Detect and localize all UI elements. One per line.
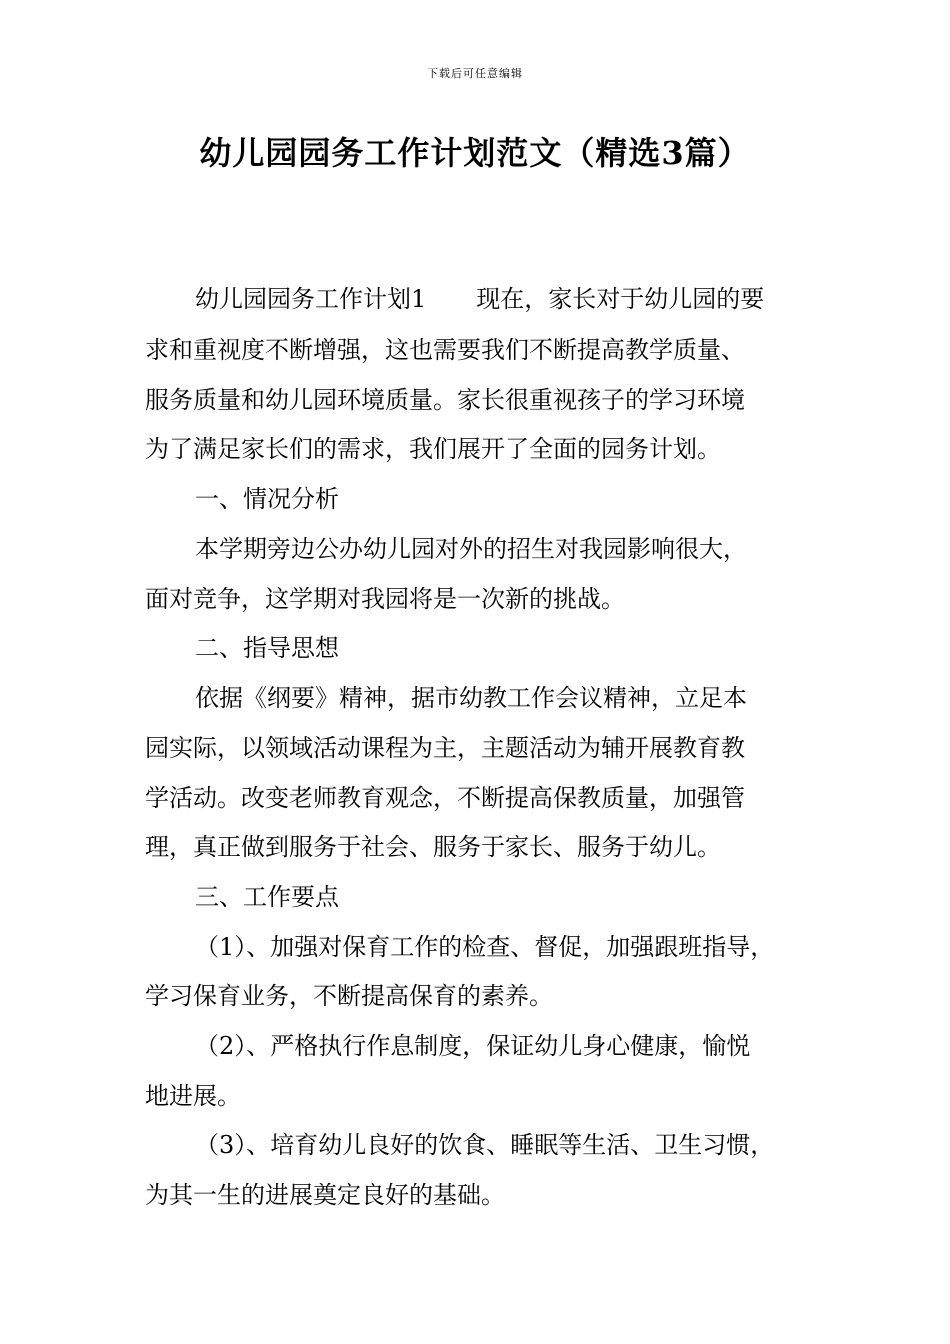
- list-item-3: （3）、培育幼儿良好的饮食、睡眠等生活、卫生习惯，: [195, 1131, 775, 1159]
- paragraph-line: 理，真正做到服务于社会、服务于家长、服务于幼儿。: [145, 833, 721, 861]
- list-item-1: （1）、加强对保育工作的检查、督促，加强跟班指导，: [195, 933, 775, 961]
- paragraph-line: 为了满足家长们的需求，我们展开了全面的园务计划。: [145, 435, 721, 463]
- section-heading-analysis: 一、情况分析: [195, 485, 339, 513]
- paragraph-line: 为其一生的进展奠定良好的基础。: [145, 1181, 505, 1209]
- paragraph-line: 服务质量和幼儿园环境质量。家长很重视孩子的学习环境: [145, 386, 745, 414]
- document-title: 幼儿园园务工作计划范文（精选3篇）: [199, 134, 751, 172]
- paragraph-line: 面对竞争，这学期对我园将是一次新的挑战。: [145, 585, 625, 613]
- paragraph-line: 学活动。改变老师教育观念，不断提高保教质量，加强管: [145, 784, 745, 812]
- paragraph-line: 求和重视度不断增强，这也需要我们不断提高教学质量、: [145, 336, 745, 364]
- section-heading-key-points: 三、工作要点: [195, 883, 339, 911]
- header-note: 下载后可任意编辑: [427, 67, 523, 80]
- paragraph-line: 地进展。: [145, 1082, 241, 1110]
- paragraph-line: 园实际，以领域活动课程为主，主题活动为辅开展教育教: [145, 734, 745, 762]
- paragraph-line: 依据《纲要》精神，据市幼教工作会议精神，立足本: [195, 684, 747, 712]
- paragraph-line: [195, 285, 764, 313]
- paragraph-text: 现在，家长对于幼儿园的要: [476, 285, 765, 313]
- section-heading-guiding-ideas: 二、指导思想: [195, 634, 339, 662]
- list-item-2: （2）、严格执行作息制度，保证幼儿身心健康，愉悦: [195, 1032, 751, 1060]
- paragraph-line: 学习保育业务，不断提高保育的素养。: [145, 982, 553, 1010]
- section-heading-plan-1: 幼儿园园务工作计划1: [195, 285, 427, 313]
- paragraph-line: 本学期旁边公办幼儿园对外的招生对我园影响很大，: [195, 535, 747, 563]
